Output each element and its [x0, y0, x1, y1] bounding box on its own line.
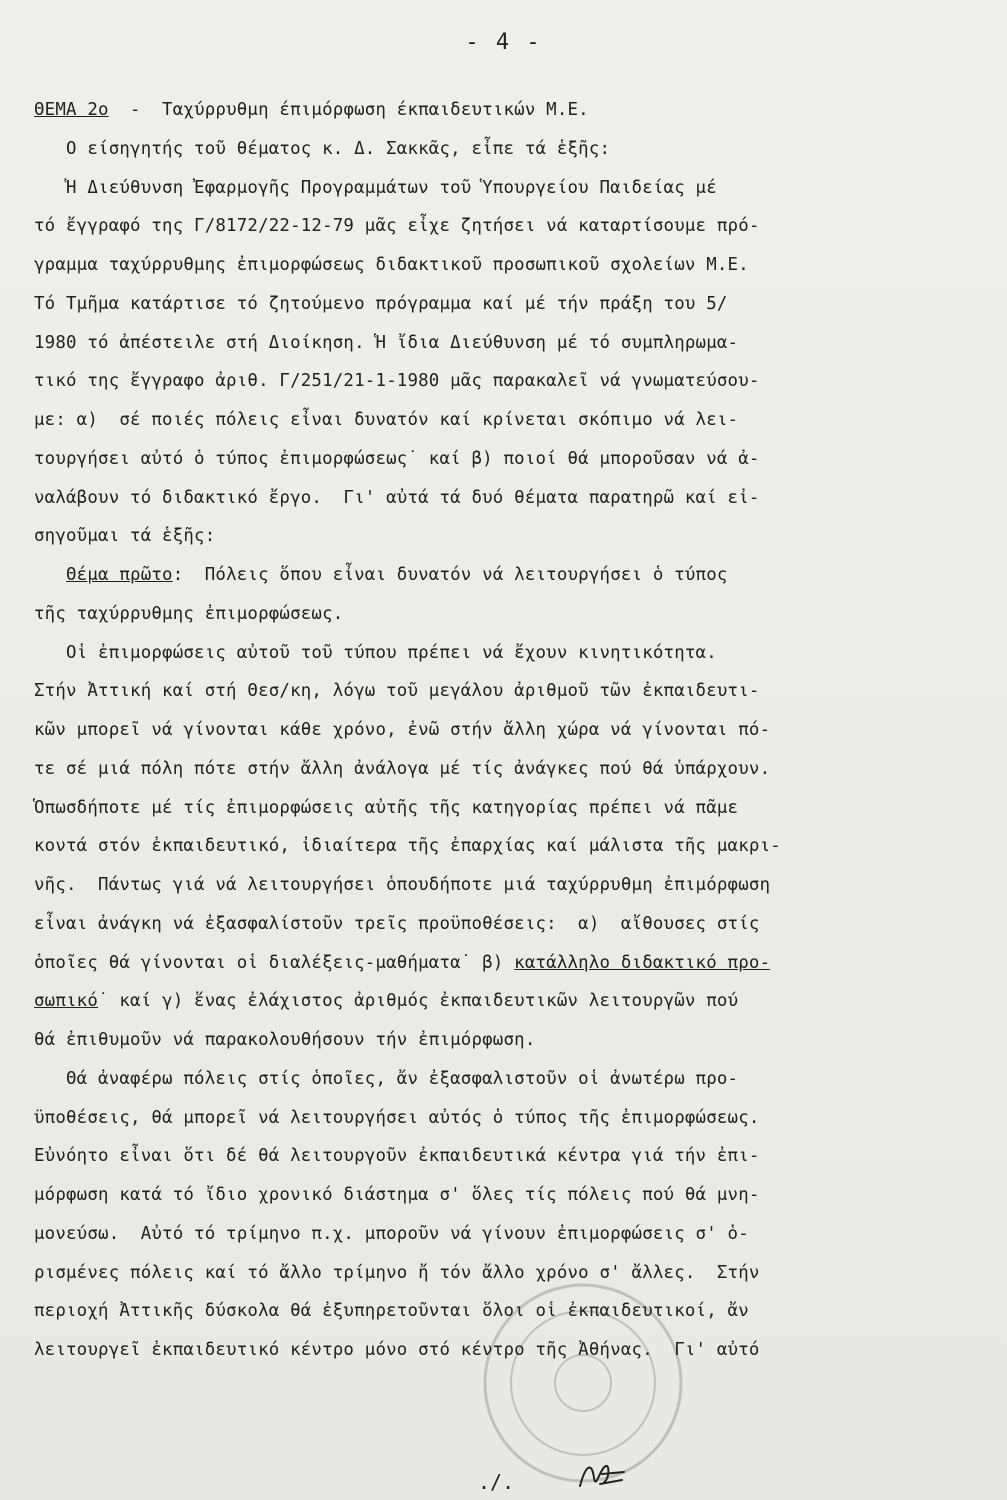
- page-number: - 4 -: [465, 30, 542, 55]
- text-line: [34, 836, 781, 856]
- text-segment: Θά ἀναφέρω πόλεις στίς ὁποῖες, ἄν ἐξασφαλιστοῦν οἱ ἀνωτέρω προ-: [34, 1068, 739, 1089]
- text-line: [34, 565, 728, 585]
- text-line: [34, 139, 610, 159]
- text-segment: - Ταχύρρυθμη έπιμόρφωση έκπαιδευτικών Μ.Ε.: [108, 100, 589, 120]
- underlined-text: Θέμα πρῶτο: [66, 565, 173, 585]
- text-line: [34, 1224, 749, 1244]
- text-segment: μονεύσω. Αὐτό τό τρίμηνο π.χ. μποροῦν νά γίνουν ἐπιμορφώσεις σ' ὁ-: [34, 1223, 749, 1244]
- text-line: [34, 216, 760, 236]
- handwritten-initials-signature: [576, 1456, 628, 1494]
- text-segment: κοντά στόν ἐκπαιδευτικό, ἰδιαίτερα τῆς ἐπαρχίας καί μάλιστα τῆς μακρι-: [34, 836, 781, 857]
- text-segment: περιοχή Ἀττικῆς δύσκολα θά ἐξυπηρετοῦνται ὅλοι οἱ ἐκπαιδευτικοί, ἄν: [34, 1301, 749, 1322]
- text-segment: τικό της ἔγγραφο ἀριθ. Γ/251/21-1-1980 μᾶς παρακαλεῖ νά γνωματεύσου-: [34, 371, 760, 392]
- text-line: [34, 759, 770, 779]
- text-line: [34, 875, 770, 895]
- text-line: [34, 1069, 738, 1089]
- text-segment: τῆς ταχύρρυθμης ἐπιμορφώσεως.: [34, 603, 344, 624]
- text-segment: τουργήσει αὐτό ὁ τύπος ἐπιμορφώσεως˙ καί β) ποιοί θά μποροῦσαν νά ἀ-: [34, 448, 760, 469]
- text-segment: λειτουργεῖ ἐκπαιδευτικό κέντρο μόνο στό κέντρο τῆς Ἀθήνας. Γι' αὐτό: [34, 1340, 760, 1360]
- text-line: [34, 1030, 536, 1050]
- text-segment: με: α) σέ ποιές πόλεις εἶναι δυνατόν καί κρίνεται σκόπιμο νά λει-: [34, 410, 739, 430]
- text-line: [34, 1263, 760, 1283]
- text-line: [34, 914, 760, 934]
- text-segment: ναλάβουν τό διδακτικό ἔργο. Γι' αὐτά τά δυό θέματα παρατηρῶ καί εἰ-: [34, 487, 760, 508]
- text-segment: ˙ καί γ) ἕνας ἐλάχιστος ἀριθμός ἐκπαιδευτικῶν λειτουργῶν πού: [98, 991, 739, 1012]
- text-line: [34, 1301, 749, 1321]
- continuation-mark: ./.: [478, 1470, 515, 1494]
- text-line: [34, 488, 760, 508]
- text-segment: [34, 565, 66, 585]
- text-segment: σηγοῦμαι τά ἑξῆς:: [34, 526, 216, 547]
- text-line: [34, 1185, 760, 1205]
- text-line: [34, 1340, 760, 1360]
- text-segment: τό ἔγγραφό της Γ/8172/22-12-79 μᾶς εἶχε ζητήσει νά καταρτίσουμε πρό-: [34, 216, 760, 237]
- text-segment: Ἡ Διεύθυνση Ἐφαρμογῆς Προγραμμάτων τοῦ Ὑπουργείου Παιδείας μέ: [34, 177, 717, 198]
- text-line: [34, 100, 589, 120]
- text-line: [34, 449, 760, 469]
- underlined-text: κατάλληλο διδακτικό προ-: [514, 952, 771, 973]
- text-line: [34, 371, 760, 391]
- text-line: [34, 526, 215, 546]
- text-line: [34, 991, 738, 1011]
- text-line: [34, 255, 749, 275]
- text-segment: Στήν Ἀττική καί στή Θεσ/κη, λόγω τοῦ μεγάλου ἀριθμοῦ τῶν ἐκπαιδευτι-: [34, 681, 760, 702]
- text-segment: Εὐνόητο εἶναι ὅτι δέ θά λειτουργοῦν ἐκπαιδευτικά κέντρα γιά τήν ἐπι-: [34, 1146, 760, 1167]
- text-line: [34, 681, 760, 701]
- text-segment: Ὁπωσδήποτε μέ τίς ἐπιμορφώσεις αὐτῆς τῆς κατηγορίας πρέπει νά πᾶμε: [34, 797, 739, 818]
- text-line: [34, 798, 738, 818]
- text-segment: Τό Τμῆμα κατάρτισε τό ζητούμενο πρόγραμμα καί μέ τήν πράξη του 5/: [34, 293, 728, 314]
- text-segment: : Πόλεις ὅπου εἶναι δυνατόν νά λειτουργήσει ὁ τύπος: [172, 565, 728, 585]
- text-line: [34, 604, 343, 624]
- underlined-text: σωπικό: [34, 991, 99, 1012]
- text-line: [34, 410, 738, 430]
- text-segment: γραμμα ταχύρρυθμης ἐπιμορφώσεως διδακτικοῦ προσωπικοῦ σχολείων Μ.Ε.: [34, 255, 749, 275]
- text-line: [34, 1108, 760, 1128]
- text-line: [34, 1146, 760, 1166]
- text-segment: 1980 τό ἀπέστειλε στή Διοίκηση. Ἡ ἴδια Διεύθυνση μέ τό συμπληρωμα-: [34, 332, 739, 353]
- text-segment: ϋποθέσεις, θά μπορεῖ νά λειτουργήσει αὐτός ὁ τύπος τῆς ἐπιμορφώσεως.: [34, 1107, 760, 1128]
- text-segment: θά ἐπιθυμοῦν νά παρακολουθήσουν τήν ἐπιμόρφωση.: [34, 1030, 536, 1050]
- underlined-text: ΘΕΜΑ 2ο: [34, 100, 109, 120]
- text-line: [34, 294, 728, 314]
- text-segment: τε σέ μιά πόλη πότε στήν ἄλλη ἀνάλογα μέ τίς ἀνάγκες πού θά ὑπάρχουν.: [34, 758, 771, 779]
- text-segment: μόρφωση κατά τό ἴδιο χρονικό διάστημα σ' ὅλες τίς πόλεις πού θά μνη-: [34, 1185, 760, 1205]
- text-segment: νῆς. Πάντως γιά νά λειτουργήσει ὁπουδήποτε μιά ταχύρρυθμη ἐπιμόρφωση: [34, 875, 771, 895]
- text-segment: ὁποῖες θά γίνονται οἱ διαλέξεις-μαθήματα˙ β): [34, 952, 515, 973]
- text-segment: Οἱ ἐπιμορφώσεις αὐτοῦ τοῦ τύπου πρέπει νά ἔχουν κινητικότητα.: [34, 642, 717, 663]
- text-line: [34, 720, 770, 740]
- text-line: [34, 333, 738, 353]
- text-line: [34, 643, 717, 663]
- text-segment: εἶναι ἀνάγκη νά ἐξασφαλίστοῦν τρεῖς προϋποθέσεις: α) αἴθουσες στίς: [34, 913, 760, 934]
- text-line: [34, 953, 770, 973]
- text-segment: ρισμένες πόλεις καί τό ἄλλο τρίμηνο ἤ τόν ἄλλο χρόνο σ' ἄλλες. Στήν: [34, 1262, 760, 1283]
- text-segment: Ο είσηγητής τοῦ θέματος κ. Δ. Σακκᾶς, εἶπε τά ἑξῆς:: [34, 138, 611, 159]
- text-line: [34, 178, 717, 198]
- text-segment: κῶν μπορεῖ νά γίνονται κάθε χρόνο, ἐνῶ στήν ἄλλη χώρα νά γίνονται πό-: [34, 720, 771, 740]
